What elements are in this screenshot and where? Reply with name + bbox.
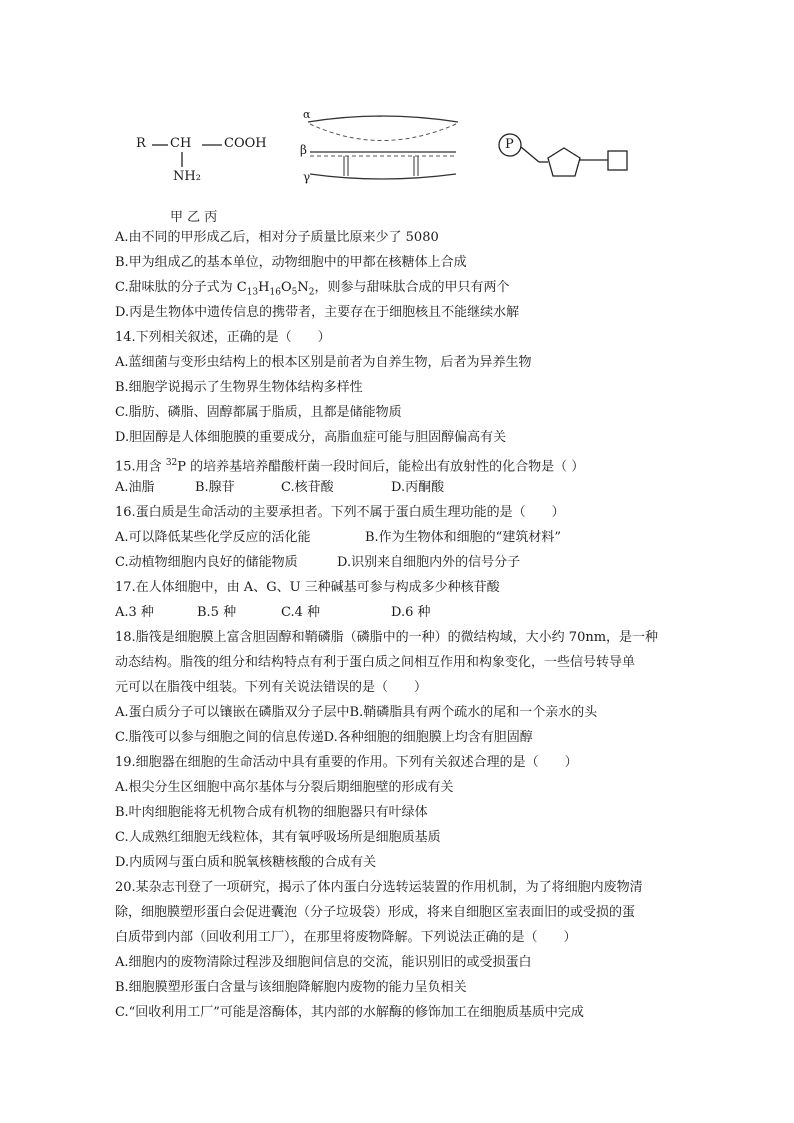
q17-option-b: B.5 种 bbox=[197, 605, 237, 620]
q19-option-d: D.内质网与蛋白质和脱氧核糖核酸的合成有关 bbox=[115, 855, 377, 870]
formula-h-sub: 16 bbox=[269, 287, 281, 298]
q14-stem: 14.下列相关叙述，正确的是（ ） bbox=[115, 330, 331, 345]
q20-stem-line-3: 白质带到内部（回收利用工厂），在那里将废物降解。下列说法正确的是（ ） bbox=[115, 930, 577, 945]
q15-options bbox=[115, 480, 444, 496]
q16-option-c: C.动植物细胞内良好的储能物质 bbox=[115, 555, 298, 570]
figure-panel bbox=[0, 0, 794, 230]
q13-option-b: B.甲为组成乙的基本单位，动物细胞中的甲都在核糖体上合成 bbox=[115, 255, 467, 270]
q20-option-c: C.“回收利用工厂”可能是溶酶体，其内部的水解酶的修饰加工在细胞质基质中完成 bbox=[115, 1005, 584, 1020]
q18-options-ab: A.蛋白质分子可以镶嵌在磷脂双分子层中B.鞘磷脂具有两个疏水的尾和一个亲水的头 bbox=[115, 705, 598, 720]
q15-option-b: B.腺苷 bbox=[195, 480, 235, 495]
q20-option-b: B.细胞膜塑形蛋白含量与该细胞降解胞内废物的能力呈负相关 bbox=[115, 980, 467, 995]
q13-option-a: A.由不同的甲形成乙后，相对分子质量比原来少了 5080 bbox=[115, 230, 439, 245]
q18-stem-line-1: 18.脂筏是细胞膜上富含胆固醇和鞘磷脂（磷脂中的一种）的微结构域，大小约 70nm，是一种 bbox=[115, 630, 659, 645]
q15-stem bbox=[115, 455, 584, 475]
q16-options-cd bbox=[115, 555, 520, 571]
formula-o-sub: 5 bbox=[291, 287, 298, 298]
q16-option-d: D.识别来自细胞内外的信号分子 bbox=[337, 555, 521, 570]
q14-option-b: B.细胞学说揭示了生物界生物体结构多样性 bbox=[115, 380, 363, 395]
formula-c-sub: 13 bbox=[246, 287, 259, 298]
nucleotide-diagram bbox=[496, 130, 636, 182]
amino-acid-r-label: R bbox=[136, 136, 146, 151]
q15-stem-post: P 的培养基培养醋酸杆菌一段时间后，能检出有放射性的化合物是（ ） bbox=[177, 459, 585, 475]
formula-h: H bbox=[258, 280, 270, 295]
amino-acid-cooh-label: COOH bbox=[224, 136, 267, 151]
q17-options bbox=[115, 605, 431, 621]
formula-o: O bbox=[280, 280, 292, 295]
q14-option-d: D.胆固醇是人体细胞膜的重要成分，高脂血症可能与胆固醇偏高有关 bbox=[115, 430, 507, 445]
phosphate-label: P bbox=[505, 137, 514, 152]
amino-acid-nh2-label: NH₂ bbox=[173, 169, 201, 184]
q13-option-c-rest: ，则参与甜味肽合成的甲只有两个 bbox=[314, 280, 510, 295]
q20-stem-line-2: 除，细胞膜塑形蛋白会促进囊泡（分子垃圾袋）形成，将来自细胞区室表面旧的或受损的蛋 bbox=[115, 905, 636, 920]
q17-stem: 17.在人体细胞中，由 A、G、U 三种碱基可参与构成多少种核苷酸 bbox=[115, 580, 500, 595]
amino-acid-structure bbox=[130, 125, 285, 190]
q18-options-cd: C.脂筏可以参与细胞之间的信息传递D.各种细胞的细胞膜上均含有胆固醇 bbox=[115, 730, 533, 745]
q18-stem-line-2: 动态结构。脂筏的组分和结构特点有利于蛋白质之间相互作用和构象变化，一些信号转导单 bbox=[115, 655, 636, 670]
chain-gamma-label: γ bbox=[303, 170, 311, 184]
formula-n-sub: 2 bbox=[308, 287, 315, 298]
q14-option-a: A.蓝细菌与变形虫结构上的根本区别是前者为自养生物，后者为异养生物 bbox=[115, 355, 532, 370]
q15-option-d: D.丙酮酸 bbox=[391, 480, 445, 495]
q16-option-a: A.可以降低某些化学反应的活化能 bbox=[115, 530, 311, 545]
q19-option-c: C.人成熟红细胞无线粒体，其有氧呼吸场所是细胞质基质 bbox=[115, 830, 441, 845]
isotope-superscript: 32 bbox=[165, 458, 178, 468]
formula-n: N bbox=[297, 280, 309, 295]
protein-chain-diagram bbox=[296, 112, 466, 190]
q15-option-c: C.核苷酸 bbox=[281, 480, 334, 495]
q14-option-c: C.脂肪、磷脂、固醇都属于脂质，且都是储能物质 bbox=[115, 405, 402, 420]
q19-stem: 19.细胞器在细胞的生命活动中具有重要的作用。下列有关叙述合理的是（ ） bbox=[115, 755, 578, 770]
q19-option-a: A.根尖分生区细胞中高尔基体与分裂后期细胞壁的形成有关 bbox=[115, 780, 454, 795]
chain-beta-label: β bbox=[300, 143, 307, 157]
q20-option-a: A.细胞内的废物清除过程涉及细胞间信息的交流，能识别旧的或受损蛋白 bbox=[115, 955, 532, 970]
q17-option-d: D.6 种 bbox=[391, 605, 431, 620]
q17-option-c: C.4 种 bbox=[281, 605, 321, 620]
q15-stem-pre: 15.用含 bbox=[115, 459, 166, 475]
q18-stem-line-3: 元可以在脂筏中组装。下列有关说法错误的是（ ） bbox=[115, 680, 428, 695]
q17-option-a: A.3 种 bbox=[115, 605, 154, 620]
q19-option-b: B.叶肉细胞能将无机物合成有机物的细胞器只有叶绿体 bbox=[115, 805, 428, 820]
q13-option-d: D.丙是生物体中遗传信息的携带者，主要存在于细胞核且不能继续水解 bbox=[115, 305, 520, 320]
q16-stem: 16.蛋白质是生命活动的主要承担者。下列不属于蛋白质生理功能的是（ ） bbox=[115, 505, 565, 520]
figure-caption: 甲 乙 丙 bbox=[170, 210, 218, 225]
chain-alpha-label: α bbox=[303, 108, 311, 121]
amino-acid-ch-label: CH bbox=[170, 136, 192, 151]
q13-option-c-prefix: C.甜味肽的分子式为 C bbox=[115, 280, 247, 295]
q16-options-ab bbox=[115, 530, 561, 546]
q20-stem-line-1: 20.某杂志刊登了一项研究，揭示了体内蛋白分选转运装置的作用机制，为了将细胞内废物清 bbox=[115, 880, 643, 895]
q13-option-c bbox=[115, 280, 509, 301]
q16-option-b: B.作为生物体和细胞的“建筑材料” bbox=[365, 530, 561, 545]
q15-option-a: A.油脂 bbox=[115, 480, 155, 495]
